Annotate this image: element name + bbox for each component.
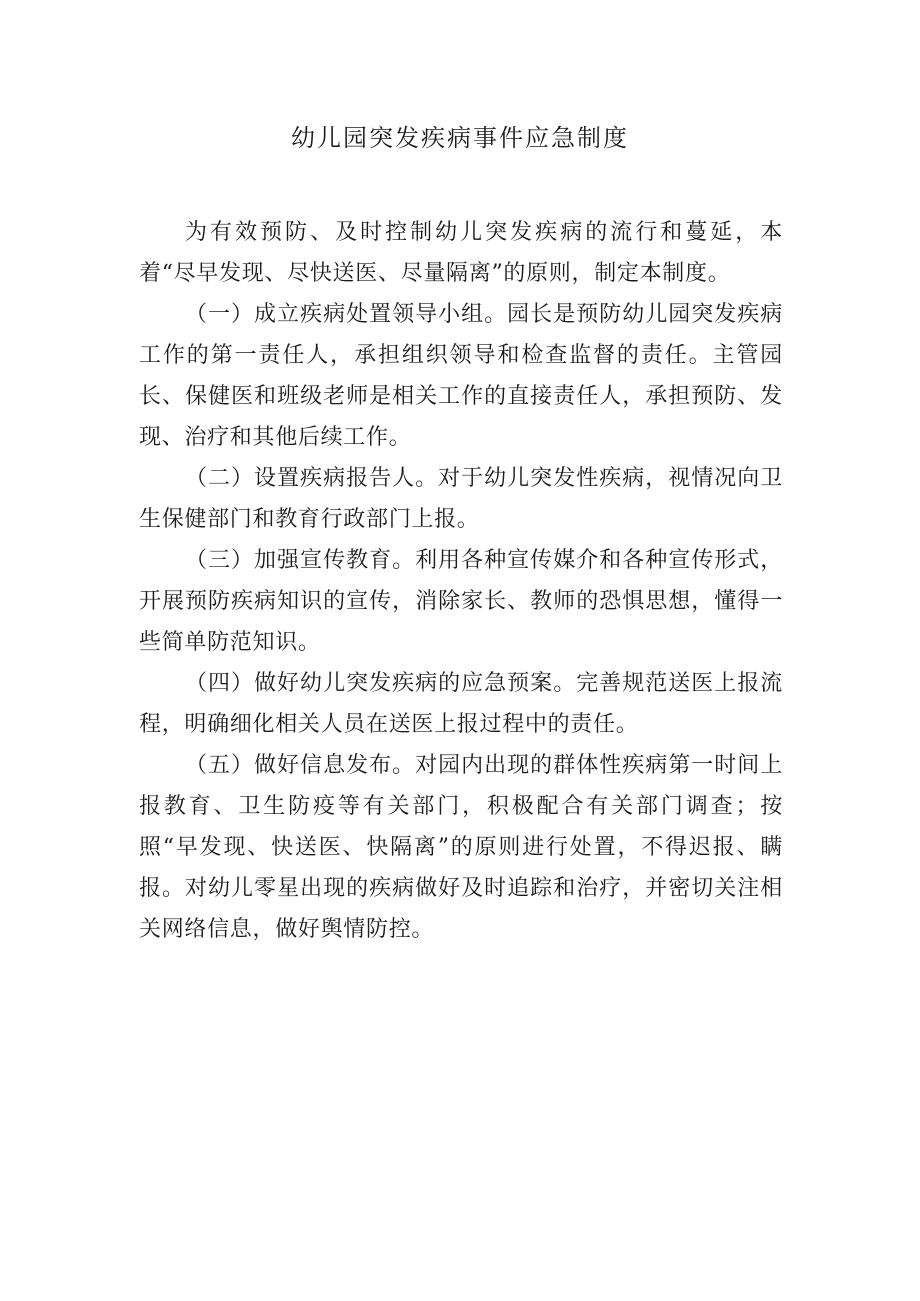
paragraph-intro: 为有效预防、及时控制幼儿突发疾病的流行和蔓延，本着“尽早发现、尽快送医、尽量隔离”的原则，制定本制度。 (139, 220, 783, 286)
paragraph-4: （四）做好幼儿突发疾病的应急预案。完善规范送医上报流程，明确细化相关人员在送医上报过程中的责任。 (139, 671, 783, 737)
paragraph-1: （一）成立疾病处置领导小组。园长是预防幼儿园突发疾病工作的第一责任人，承担组织领导和检查监督的责任。主管园长、保健医和班级老师是相关工作的直接责任人，承担预防、发现、治疗和其他后续工作。 (139, 302, 783, 450)
document-body (139, 212, 783, 950)
paragraph-3: （三）加强宣传教育。利用各种宣传媒介和各种宣传形式，开展预防疾病知识的宣传，消除家长、教师的恐惧思想，懂得一些简单防范知识。 (139, 548, 783, 655)
paragraph-2: （二）设置疾病报告人。对于幼儿突发性疾病，视情况向卫生保健部门和教育行政部门上报。 (139, 466, 783, 532)
paragraph-5: （五）做好信息发布。对园内出现的群体性疾病第一时间上报教育、卫生防疫等有关部门，积极配合有关部门调查；按照“早发现、快送医、快隔离”的原则进行处置，不得迟报、瞒报。对幼儿零星出现的疾病做好及时追踪和治疗，并密切关注相关网络信息，做好舆情防控。 (139, 753, 783, 942)
document-title: 幼儿园突发疾病事件应急制度 (291, 124, 629, 152)
